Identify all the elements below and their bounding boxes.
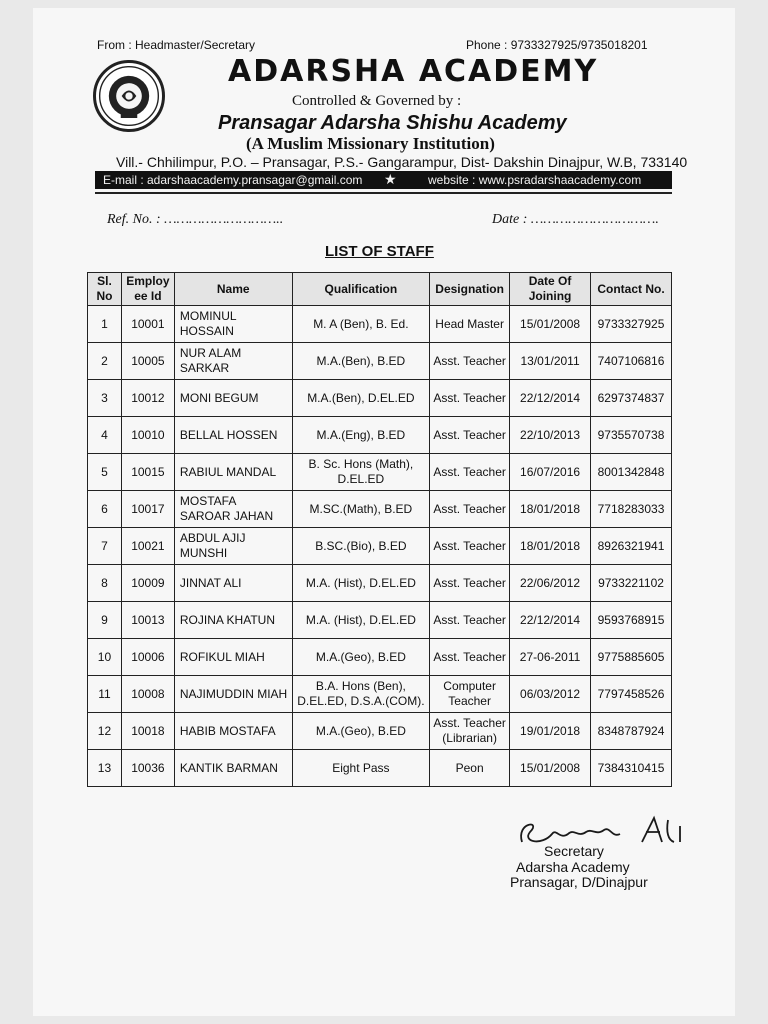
academy-seal-logo	[93, 60, 165, 132]
cell-designation: Asst. Teacher	[430, 491, 510, 528]
cell-employee-id: 10036	[121, 750, 174, 787]
header-divider	[95, 192, 672, 194]
column-header-contact: Contact No.	[591, 273, 672, 306]
cell-qualification: M.A. (Hist), D.EL.ED	[292, 565, 430, 602]
cell-designation: Asst. Teacher	[430, 602, 510, 639]
table-row	[88, 528, 672, 565]
cell-sl: 1	[88, 306, 122, 343]
cell-employee-id: 10013	[121, 602, 174, 639]
cell-contact: 6297374837	[591, 380, 672, 417]
cell-employee-id: 10015	[121, 454, 174, 491]
cell-sl: 7	[88, 528, 122, 565]
table-row	[88, 343, 672, 380]
cell-designation: Asst. Teacher (Librarian)	[430, 713, 510, 750]
cell-name: RABIUL MANDAL	[174, 454, 292, 491]
cell-contact: 8926321941	[591, 528, 672, 565]
cell-contact: 9733327925	[591, 306, 672, 343]
cell-designation: Asst. Teacher	[430, 343, 510, 380]
cell-designation: Asst. Teacher	[430, 380, 510, 417]
cell-name: KANTIK BARMAN	[174, 750, 292, 787]
table-row	[88, 306, 672, 343]
cell-sl: 10	[88, 639, 122, 676]
table-row	[88, 676, 672, 713]
cell-qualification: M.A. (Hist), D.EL.ED	[292, 602, 430, 639]
list-title: LIST OF STAFF	[325, 243, 434, 260]
cell-qualification: M.SC.(Math), B.ED	[292, 491, 430, 528]
cell-contact: 9775885605	[591, 639, 672, 676]
signatory-title: Secretary	[544, 843, 604, 859]
address-line: Vill.- Chhilimpur, P.O. – Pransagar, P.S.- Gangarampur, Dist- Dakshin Dinajpur, W.B, 733140	[116, 154, 688, 170]
table-row	[88, 417, 672, 454]
column-header-date-of-joining: Date Of Joining	[510, 273, 591, 306]
cell-employee-id: 10008	[121, 676, 174, 713]
cell-sl: 4	[88, 417, 122, 454]
cell-sl: 11	[88, 676, 122, 713]
cell-contact: 9735570738	[591, 417, 672, 454]
cell-qualification: Eight Pass	[292, 750, 430, 787]
cell-date-of-joining: 06/03/2012	[510, 676, 591, 713]
cell-designation: Computer Teacher	[430, 676, 510, 713]
table-row	[88, 380, 672, 417]
staff-table-body	[88, 306, 672, 787]
cell-sl: 2	[88, 343, 122, 380]
cell-qualification: M.A.(Ben), D.EL.ED	[292, 380, 430, 417]
cell-designation: Head Master	[430, 306, 510, 343]
cell-contact: 8001342848	[591, 454, 672, 491]
cell-name: HABIB MOSTAFA	[174, 713, 292, 750]
cell-name: MONI BEGUM	[174, 380, 292, 417]
cell-employee-id: 10010	[121, 417, 174, 454]
cell-name: ABDUL AJIJ MUNSHI	[174, 528, 292, 565]
cell-date-of-joining: 22/12/2014	[510, 380, 591, 417]
cell-date-of-joining: 16/07/2016	[510, 454, 591, 491]
cell-employee-id: 10006	[121, 639, 174, 676]
cell-sl: 5	[88, 454, 122, 491]
cell-qualification: M.A.(Geo), B.ED	[292, 713, 430, 750]
cell-contact: 8348787924	[591, 713, 672, 750]
cell-designation: Asst. Teacher	[430, 417, 510, 454]
cell-qualification: B.SC.(Bio), B.ED	[292, 528, 430, 565]
cell-contact: 9593768915	[591, 602, 672, 639]
cell-contact: 7718283033	[591, 491, 672, 528]
cell-employee-id: 10005	[121, 343, 174, 380]
parent-organization: Pransagar Adarsha Shishu Academy	[218, 112, 567, 134]
table-header-row	[88, 273, 672, 306]
cell-qualification: B.A. Hons (Ben), D.EL.ED, D.S.A.(COM).	[292, 676, 430, 713]
cell-qualification: M.A.(Ben), B.ED	[292, 343, 430, 380]
cell-qualification: M.A.(Geo), B.ED	[292, 639, 430, 676]
cell-employee-id: 10017	[121, 491, 174, 528]
cell-date-of-joining: 15/01/2008	[510, 750, 591, 787]
cell-designation: Asst. Teacher	[430, 454, 510, 491]
table-row	[88, 750, 672, 787]
cell-name: NAJIMUDDIN MIAH	[174, 676, 292, 713]
cell-contact: 7797458526	[591, 676, 672, 713]
staff-table	[87, 272, 672, 787]
cell-qualification: M.A.(Eng), B.ED	[292, 417, 430, 454]
cell-date-of-joining: 13/01/2011	[510, 343, 591, 380]
cell-employee-id: 10009	[121, 565, 174, 602]
cell-date-of-joining: 18/01/2018	[510, 491, 591, 528]
cell-name: ROFIKUL MIAH	[174, 639, 292, 676]
email-text: E-mail : adarshaacademy.pransagar@gmail.com	[103, 173, 363, 187]
cell-designation: Asst. Teacher	[430, 639, 510, 676]
cell-qualification: B. Sc. Hons (Math), D.EL.ED	[292, 454, 430, 491]
table-row	[88, 491, 672, 528]
cell-sl: 9	[88, 602, 122, 639]
signatory-organization: Adarsha Academy	[516, 859, 630, 875]
signatory-place: Pransagar, D/Dinajpur	[510, 874, 648, 890]
cell-name: MOMINUL HOSSAIN	[174, 306, 292, 343]
column-header-designation: Designation	[430, 273, 510, 306]
cell-sl: 12	[88, 713, 122, 750]
cell-sl: 13	[88, 750, 122, 787]
table-row	[88, 454, 672, 491]
cell-designation: Asst. Teacher	[430, 528, 510, 565]
from-line: From : Headmaster/Secretary	[97, 38, 256, 52]
cell-employee-id: 10021	[121, 528, 174, 565]
cell-date-of-joining: 22/10/2013	[510, 417, 591, 454]
cell-date-of-joining: 22/06/2012	[510, 565, 591, 602]
cell-contact: 7407106816	[591, 343, 672, 380]
cell-sl: 8	[88, 565, 122, 602]
cell-sl: 6	[88, 491, 122, 528]
cell-contact: 9733221102	[591, 565, 672, 602]
cell-employee-id: 10001	[121, 306, 174, 343]
phone-line: Phone : 9733327925/9735018201	[466, 38, 648, 52]
cell-date-of-joining: 15/01/2008	[510, 306, 591, 343]
cell-date-of-joining: 22/12/2014	[510, 602, 591, 639]
cell-designation: Peon	[430, 750, 510, 787]
table-row	[88, 602, 672, 639]
cell-qualification: M. A (Ben), B. Ed.	[292, 306, 430, 343]
column-header-qualification: Qualification	[292, 273, 430, 306]
cell-name: NUR ALAM SARKAR	[174, 343, 292, 380]
cell-date-of-joining: 19/01/2018	[510, 713, 591, 750]
cell-contact: 7384310415	[591, 750, 672, 787]
column-header-employee-id: Employ ee Id	[121, 273, 174, 306]
academy-name: ADARSHA ACADEMY	[228, 54, 599, 89]
cell-date-of-joining: 27-06-2011	[510, 639, 591, 676]
cell-employee-id: 10012	[121, 380, 174, 417]
star-icon: ★	[384, 171, 397, 187]
website-text: website : www.psradarshaacademy.com	[428, 173, 642, 187]
cell-sl: 3	[88, 380, 122, 417]
cell-employee-id: 10018	[121, 713, 174, 750]
table-row	[88, 639, 672, 676]
cell-name: ROJINA KHATUN	[174, 602, 292, 639]
mission-subtitle: (A Muslim Missionary Institution)	[246, 134, 495, 153]
column-header-sl: Sl. No	[88, 273, 122, 306]
controlled-by-label: Controlled & Governed by :	[292, 93, 462, 109]
cell-name: BELLAL HOSSEN	[174, 417, 292, 454]
table-row	[88, 565, 672, 602]
date-field: Date : ………………………….	[492, 212, 659, 227]
cell-name: JINNAT ALI	[174, 565, 292, 602]
ref-number: Ref. No. : ………………………..	[107, 212, 284, 227]
cell-date-of-joining: 18/01/2018	[510, 528, 591, 565]
cell-designation: Asst. Teacher	[430, 565, 510, 602]
contact-bar	[95, 171, 672, 189]
table-row	[88, 713, 672, 750]
column-header-name: Name	[174, 273, 292, 306]
cell-name: MOSTAFA SAROAR JAHAN	[174, 491, 292, 528]
